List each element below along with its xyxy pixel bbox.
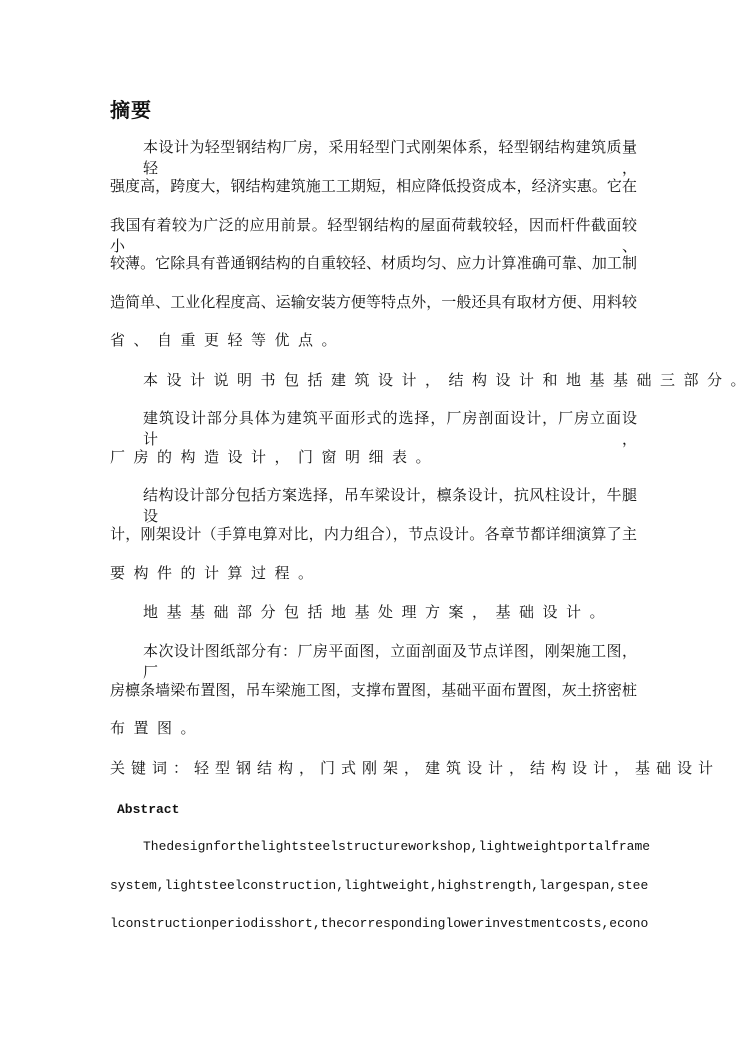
paragraph-line: 建筑设计部分具体为建筑平面形式的选择，厂房剖面设计，厂房立面设计，: [143, 409, 637, 448]
abstract-heading-cn: 摘要: [110, 98, 152, 122]
paragraph-line: 结构设计部分包括方案选择，吊车梁设计，檩条设计，抗风柱设计，牛腿设: [143, 486, 637, 525]
abstract-line: system,lightsteelconstruction,lightweight,highstrength,largespan,stee: [110, 878, 649, 893]
abstract-line: lconstructionperiodisshort,thecorrespondinglowerinvestmentcosts,econo: [110, 916, 649, 931]
paragraph-line: 本设计为轻型钢结构厂房，采用轻型门式刚架体系，轻型钢结构建筑质量轻，: [143, 138, 637, 177]
paragraph-line: 厂房的构造设计，门窗明细表。: [110, 448, 440, 466]
paragraph-line: 地基基础部分包括地基处理方案，基础设计。: [143, 603, 614, 621]
paragraph-line: 要构件的计算过程。: [110, 564, 322, 582]
paragraph-line: 我国有着较为广泛的应用前景。轻型钢结构的屋面荷载较轻，因而杆件截面较小、: [110, 216, 637, 255]
abstract-heading-en: Abstract: [117, 802, 180, 817]
abstract-line: Thedesignforthelightsteelstructureworkshop,lightweightportalframe: [143, 839, 651, 854]
paragraph-line: 计，刚架设计（手算电算对比，内力组合），节点设计。各章节都详细演算了主: [110, 525, 637, 543]
paragraph-line: 省、自重更轻等优点。: [110, 331, 346, 349]
paragraph-line: 强度高，跨度大，钢结构建筑施工工期短，相应降低投资成本，经济实惠。它在: [110, 177, 637, 195]
paragraph-line: 房檩条墙梁布置图，吊车梁施工图，支撑布置图，基础平面布置图，灰土挤密桩: [110, 681, 637, 699]
paragraph-line: 本设计说明书包括建筑设计，结构设计和地基基础三部分。: [143, 371, 754, 389]
paragraph-line: 造简单、工业化程度高、运输安装方便等特点外，一般还具有取材方便、用料较: [110, 293, 637, 311]
paragraph-line: 本次设计图纸部分有：厂房平面图，立面剖面及节点详图，刚架施工图，厂: [143, 642, 637, 681]
keywords-line: 关键词：轻型钢结构，门式刚架，建筑设计，结构设计，基础设计: [110, 759, 720, 777]
paragraph-line: 较薄。它除具有普通钢结构的自重较轻、材质均匀、应力计算准确可靠、加工制: [110, 254, 637, 272]
paragraph-line: 布置图。: [110, 719, 205, 737]
